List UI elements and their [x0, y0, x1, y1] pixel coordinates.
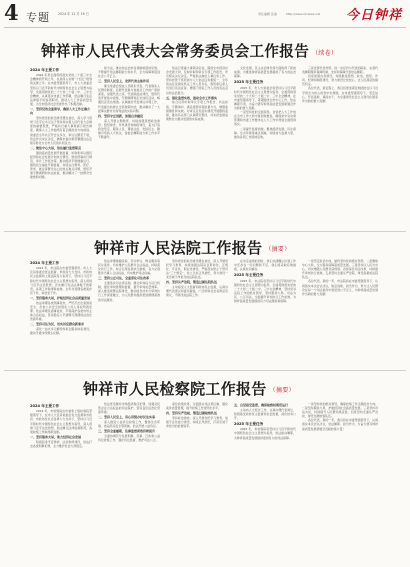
article-npc-column — [98, 66, 160, 230]
paragraph: 全面协调充分发展刑事、民事、行政和公益诉讼检察工作，强化诉讼监督，维护司法公正。 — [98, 434, 160, 443]
paragraph: 各位代表，新的一年，我们将在市委坚强领导下，认真落实本次会议决议，依法履职、担当作为，为奋力谱写钟祥高质量发展新篇章贡献检察力量！ — [302, 418, 378, 431]
paragraph: 三是发挥代表作用。进一步密切与代表的联系，完善代表履职服务保障机制，支持和保障代表依法履职。 — [302, 66, 378, 75]
page-number: 4 — [4, 0, 19, 25]
paragraph: 依法惩治破坏市场经济秩序犯罪，加强对民营企业合法权益的司法保护，营造良好法治化营商环境。 — [98, 402, 160, 415]
article-court-column — [30, 259, 92, 367]
paragraph: 2025 年，市人大常委会将坚持以习近平新时代中国特色社会主义思想为指导，全面贯彻落实党的二十大和二十届二中、三中全会精神，在市委坚强领导下，紧紧围绕全市中心工作，依法履职尽责，为奋力谱写钟祥高质量发展新篇章作出新的更大贡献。 — [234, 85, 296, 111]
continued-tag: （续卷） — [312, 49, 338, 57]
article-procuratorate-column — [166, 402, 228, 562]
paragraph: 2025 年，市法院将坚持以习近平新时代中国特色社会主义思想为指导，全面贯彻落实党的二十大和二十届二中、三中全会精神，坚持党对法院工作的绝对领导，坚持服务大局、司法为民、公正司法，全面提升审判执行工作质效，为钟祥高质量发展提供有力司法服务和保障。 — [234, 278, 296, 304]
paragraph: 围绕高质量发展开展监督，听取和审议国民经济和社会发展计划执行情况、财政预算执行情况、审计工作报告等，推动经济平稳健康运行。围绕民生福祉开展监督，持续关注教育、医疗、养老、就业等群众关心的热点难点问题，组织开展专题调研和执法检查，推动解决了一批群众急难愁盼问题。 — [30, 150, 92, 180]
paragraph: 2024 年，市检察院在市委和上级检察院坚强领导下，在市人大及其常委会有力监督和市政府、市政协及社会各界大力支持下，坚持以习近平新时代中国特色社会主义思想为指导，深入贯彻习近平法治思想，依法履行法律监督职责，各项检察工作取得新进展。 — [30, 409, 92, 434]
article-title-text: 钟祥市人民法院工作报告 — [94, 239, 263, 257]
paragraph: 依法审理各类刑事案件，严厉打击危害国家安全、危害公共安全和侵犯公民人身权利的犯罪。依法审理民商事案件，平等保护各类市场主体合法权益，营造稳定公平透明可预期的法治化营商环境。 — [30, 300, 92, 322]
paragraph: 各位代表，新征程上，我们将更加紧密地团结在以习近平同志为核心的党中央周围，在市委坚强领导下，坚定信心、开拓进取、真抓实干，为全面建设社会主义现代化国家作出新的更大贡献！ — [302, 86, 378, 103]
article-court-column — [166, 259, 228, 367]
header-rule — [4, 27, 406, 28]
paragraph: 深入推进公益诉讼检察工作，聚焦生态环境、食品药品安全等领域，依法开展公益诉讼。 — [98, 420, 160, 429]
subsection-heading: 一、坚持服务大局，护航经济社会高质量发展 — [30, 295, 91, 300]
paragraph: 一是坚定政治方向，始终坚持党的绝对领导。二是聚焦中心大局，全力服务保障高质量发展。三是坚持以人民为中心，切实增强人民群众获得感。四是深化司法改革，持续提升审判执行质效。五是坚持全面从严治院，建设高素质法院队伍。 — [302, 259, 378, 280]
article-npc-column — [302, 66, 378, 230]
paragraph: 四是加强自身建设。持续推进思想、政治、组织、作风、纪律和制度建设，努力建设让党放心、让人民满意的模范机关。 — [302, 74, 378, 87]
article-title-text: 钟祥市人民代表大会常务委员会工作报告 — [41, 43, 310, 60]
paragraph: 深化检察改革，全面落实司法责任制，强化案件质量管理，提升检察工作现代化水平。 — [166, 402, 228, 411]
paragraph: 主动接受人大监督和政协民主监督，认真办理代表建议和委员提案，广泛听取社会各界意见建议，不断改进法院工作。 — [166, 285, 228, 298]
section-heading: 2024 年主要工作 — [30, 403, 60, 408]
subsection-heading: 二、坚持人民至上，用心用情办好民生实事 — [98, 415, 156, 420]
article-court-column — [302, 259, 378, 367]
subsection-heading: 一、坚持党的全面领导，确保人大工作正确方向 — [30, 107, 91, 116]
masthead — [0, 0, 410, 30]
section-heading: 2025 年主要任务 — [234, 421, 264, 426]
issue-date: 2024 年 12 月 16 日 — [58, 12, 89, 16]
paragraph: 文化发展、民主法治建设等方面取得了新的成绩，为推进钟祥高质量发展提供了有力的法治保障。 — [234, 66, 296, 79]
section-divider — [4, 231, 406, 232]
paragraph: 深入开展主题教育，持续加强思想政治建设、组织建设、作风建设和制度建设，着力打造政治坚定、服务人民、尊崇法治、发扬民主、勤勉尽责的人大机关，常委会履职能力和工作水平不断提升。 — [98, 118, 160, 139]
continued-tag: （摘要） — [269, 387, 295, 394]
paragraph: 深化一站式多元解纷和诉讼服务体系建设，推动矛盾纠纷源头化解。 — [30, 327, 92, 336]
article-title-court — [94, 237, 291, 258]
section-heading: 2025 年主要任务 — [234, 79, 264, 84]
paragraph: 坚持政治建检，深入开展党纪学习教育，加强专业化能力建设，持续正风肃纪，打造忠诚干净担当的检察铁军。 — [166, 415, 228, 429]
article-npc-column — [30, 66, 92, 230]
paragraph: 2024 年是全面贯彻落实党的二十届三中全会精神的开局之年，也是深入实施“十四五”规划的关键之年。在市委坚强领导下，市人大常委会坚持以习近平新时代中国特色社会主义思想为指导，全面贯彻党的二十大和二十届二中、三中全会精神，认真落实市委工作部署，依法履行宪法法律赋予的各项职责，推动人大工作高质量发展，为全市经济社会发展作出了积极贡献。 — [30, 73, 92, 106]
paragraph: 坚持把党的政治建设摆在首位，深入开展党纪学习教育，持续加强法院队伍革命化、正规化、专业化、职业化建设。严格落实防止干预司法“三个规定”，持之以恒正风肃纪，努力建设一支忠诚干净担当的法院队伍。 — [166, 259, 228, 280]
paragraph: 和方法，推动依法治市各项措施落地见效，不断提升依法履职能力和水平，全力保障和促进社会公平正义。 — [98, 66, 160, 79]
subsection-heading: 二、坚持司法为民，切实回应群众新要求 — [30, 322, 85, 327]
paragraph: 依法行使重大事项决定权，围绕全市经济社会发展大局，及时听取和审议专项工作报告，作出相关决议决定。严格依法做好人事任免工作，坚持党管干部原则与人大依法任免相统一，全年依法任免国家机关工作人员多名，组织新任命人员进行宪法宣誓，增强了国家工作人员的宪法意识和法治观念。 — [166, 66, 228, 95]
subsection-heading: 一、坚持服务大局，助力经济社会发展 — [30, 434, 82, 439]
paragraph: 各位代表，新的一年，市法院将在市委坚强领导下，认真落实本次会议决议，锐意进取、担当作为，努力让人民群众在每一个司法案件中感受到公平正义，为钟祥高质量发展作出新的更大贡献！ — [302, 279, 378, 296]
subsection-heading: 四、坚持守正创新，加强自身建设 — [98, 113, 144, 118]
paragraph: 综合运用听取审议专项工作报告、执法检查、专题询问、满意度测评等监督方式，增强监督刚性和实效。对审议意见落实情况开展跟踪监督，推动有关部门认真研究整改，切实把监督成果转化为推动发展的实际成效。 — [166, 100, 228, 121]
paragraph: 2024 年，市法院在市委坚强领导、市人大及其常委会依法监督、市政府大力支持、市政协民主监督和上级法院有力指导下，坚持以习近平新时代中国特色社会主义思想为指导，深入贯彻习近平法治思想，忠实履行宪法法律赋予的职责，各项工作取得新成效。全年共受理各类案件若干件，审结若干件。 — [30, 266, 92, 295]
article-procuratorate-column — [98, 402, 160, 562]
paragraph: 依法审理婚姻家庭、劳动争议、物业服务等民生案件，切实维护人民群众合法权益。持续深化执行工作，综合运用各项执行措施，有力兑现胜诉当事人合法权益，切实维护司法权威。 — [98, 259, 160, 276]
paragraph: 积极投身平安钟祥、法治钟祥建设，依法打击各类刑事犯罪，全力维护社会大局稳定。 — [30, 439, 92, 448]
subsection-heading: 五、自觉接受监督，确保检察权规范运行 — [234, 403, 289, 407]
article-procuratorate-column — [302, 402, 378, 562]
section-divider — [4, 370, 406, 371]
article-court-column — [234, 259, 296, 367]
section-name: 专题 — [26, 11, 50, 24]
site-url[interactable]: http://www.zxnews.net — [286, 12, 321, 16]
paragraph: 坚持把党的政治建设摆在首位，深入学习贯彻习近平总书记关于坚持和完善人民代表大会制度的重要思想，严格执行重大事项请示报告制度，确保人大工作始终沿着正确政治方向前进。常委会全年共召开会议多次，审议议题若干项，依法作出决议决定，确保市委决策部署通过法定程序转化为全市人民的共同意志。 — [30, 116, 92, 145]
article-npc-column — [234, 66, 296, 230]
article-court-column — [98, 259, 160, 367]
article-npc-column — [166, 66, 228, 230]
article-title-text: 钟祥市人民检察院工作报告 — [83, 380, 267, 398]
article-procuratorate-column — [234, 402, 296, 562]
section-heading: 2024 年主要工作 — [30, 67, 60, 72]
paragraph: 在肯定成绩的同时，我们也清醒认识到工作中还存在一些问题和不足，我们将采取有效措施，认真加以解决。 — [234, 259, 296, 272]
section-heading: 2025 年主要任务 — [234, 272, 264, 277]
subsection-heading: 三、坚持全面履职，法律监督质效持续提升 — [98, 429, 156, 434]
subsection-heading: 四、坚持从严治检，锻造过硬检察队伍 — [166, 411, 218, 416]
subsection-heading: 五、强化监督实效，推动全市工作落实 — [166, 95, 218, 100]
section-heading: 2024 年主要工作 — [30, 260, 60, 265]
paragraph: 一是坚持党的绝对领导，确保检察工作正确政治方向。二是坚持服务大局，护航经济社会高质量发展。三是坚持司法为民，持续提升人民群众满意度。四是坚持全面从严治检，建设过硬检察队伍。 — [302, 402, 378, 419]
paragraph: 二是提升监督质效。聚焦经济发展、民生保障、生态环境等重点领域，持续加大监督力度，推动各项工作落地见效。 — [234, 126, 296, 139]
paper-logo: 今日钟祥 — [346, 8, 403, 23]
paragraph: 健全常委会组成人员联系代表、代表联系人民群众制度，拓展代表参与常委会工作的广度和深度。加强代表之家、代表联络站建设，组织代表开展集中视察、专题调研和走访选民活动，畅通民意表达渠道。认真做好代表建议办理工作，代表提出的建议全部按期办结，推动解决了一大批事关群众切身利益的实际问题。 — [98, 84, 160, 113]
paragraph: 2025 年，市检察院将坚持以习近平新时代中国特色社会主义思想为指导，依法能动履职，为钟祥高质量发展提供更加有力的司法保障。 — [234, 427, 296, 440]
subsection-heading: 三、坚持公正司法，全面深化司法改革 — [98, 276, 150, 281]
article-title-procuratorate — [83, 378, 295, 399]
subsection-heading: 二、聚焦中心大局，依法履行监督职责 — [30, 145, 82, 150]
continued-tag: （摘要） — [265, 246, 291, 253]
article-procuratorate-column — [30, 402, 92, 562]
subsection-heading: 三、坚持人民至上，发挥代表主体作用 — [98, 79, 150, 84]
paragraph: 主动向人大报告工作，认真办理代表建议，积极接受政协民主监督和社会监督，深化检务公开。 — [234, 407, 296, 420]
paragraph: 全面落实司法责任制，健全审判权力运行机制，强化审判管理和监督，提升审判质量效率。深入推进智慧法院建设，推动信息技术与审判执行工作深度融合，为人民群众提供更加便捷高效的司法服务。 — [98, 281, 160, 302]
subsection-heading: 四、坚持从严治院，锻造过硬法院队伍 — [166, 280, 218, 285]
editor-line: 责任编辑 张丽 — [258, 12, 277, 16]
paragraph: 一是坚持党的全面领导。自觉把人大工作放在全市工作大局中谋划和推进，确保党中央决策部署和市委工作要求在人大工作中得到全面贯彻落实。 — [234, 110, 296, 127]
article-title-npc — [41, 40, 337, 61]
